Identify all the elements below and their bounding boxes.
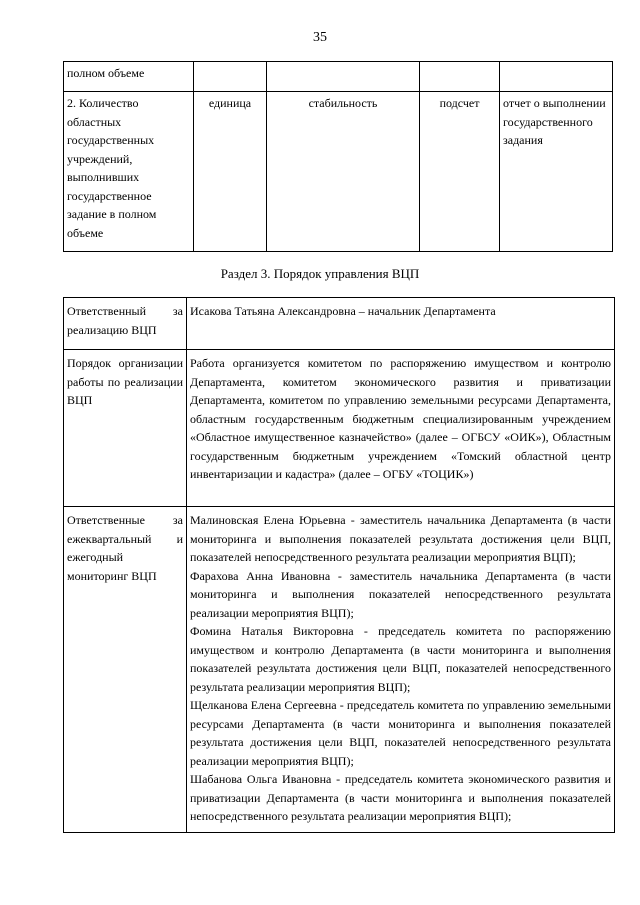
management-table [63, 297, 615, 833]
responsible-label: Ответственный за реализацию ВЦП [64, 298, 187, 350]
monitoring-entry: Малиновская Елена Юрьевна - заместитель начальника Департамента (в части мониторинга и выполнения показателей результата достижения цели ВЦП, показателей непосредственного результата реализации мероприятия ВЦП); [190, 513, 611, 564]
table-row [64, 350, 615, 507]
indicator-name-cell: 2. Количество областных государственных учреждений, выполнивших государственное задание в полном объеме [64, 92, 194, 252]
procedure-value: Работа организуется комитетом по распоряжению имуществом и контролю Департамента, комитетом экономического развития и приватизации Департамента, комитетом по управлению земельными ресурсами Департамента, областным государственным бюджетным специализированным учреждением «Областное имущественное казначейство» (далее – ОГБСУ «ОИК»), Областным государственным бюджетным учреждением «Томский областной центр инвентаризации и кадастра» (далее – ОГБУ «ТОЦИК») [187, 350, 615, 507]
monitoring-value [187, 507, 615, 833]
procedure-label: Порядок организации работы по реализации ВЦП [64, 350, 187, 507]
table-row [64, 507, 615, 833]
table-cell [500, 62, 613, 92]
table-cell [194, 62, 267, 92]
monitoring-entry: Фомина Наталья Викторовна - председатель комитета по распоряжению имуществом и контролю Департамента (в части мониторинга и выполнения показателей результата достижения цели ВЦП, показателей непосредственного результата реализации мероприятия ВЦП); [190, 624, 611, 694]
monitoring-entry: Щелканова Елена Сергеевна - председатель комитета по управлению земельными ресурсами Департамента (в части мониторинга и выполнения показателей результата достижения цели ВЦП, показателей непосредственного результата реализации мероприятия ВЦП); [190, 698, 611, 768]
table-row [64, 298, 615, 350]
responsible-value: Исакова Татьяна Александровна – начальник Департамента [187, 298, 615, 350]
table-cell [267, 62, 420, 92]
monitoring-entry: Шабанова Ольга Ивановна - председатель комитета экономического развития и приватизации Департамента (в части мониторинга и выполнения показателей непосредственного результата реализации мероприятия ВЦП); [190, 772, 611, 823]
trend-cell: стабильность [267, 92, 420, 252]
source-cell: отчет о выполнении государственного задания [500, 92, 613, 252]
monitoring-label: Ответственные за ежеквартальный и ежегодный мониторинг ВЦП [64, 507, 187, 833]
section-title: Раздел 3. Порядок управления ВЦП [220, 266, 420, 281]
table-row [64, 92, 613, 252]
indicators-table [63, 61, 613, 252]
method-cell: подсчет [420, 92, 500, 252]
table-cell [420, 62, 500, 92]
table-row [64, 62, 613, 92]
page-number: 35 [313, 30, 327, 45]
monitoring-entry: Фарахова Анна Ивановна - заместитель начальника Департамента (в части мониторинга и выполнения показателей непосредственного результата реализации мероприятия ВЦП); [190, 568, 611, 620]
table-cell: полном объеме [64, 62, 194, 92]
unit-cell: единица [194, 92, 267, 252]
